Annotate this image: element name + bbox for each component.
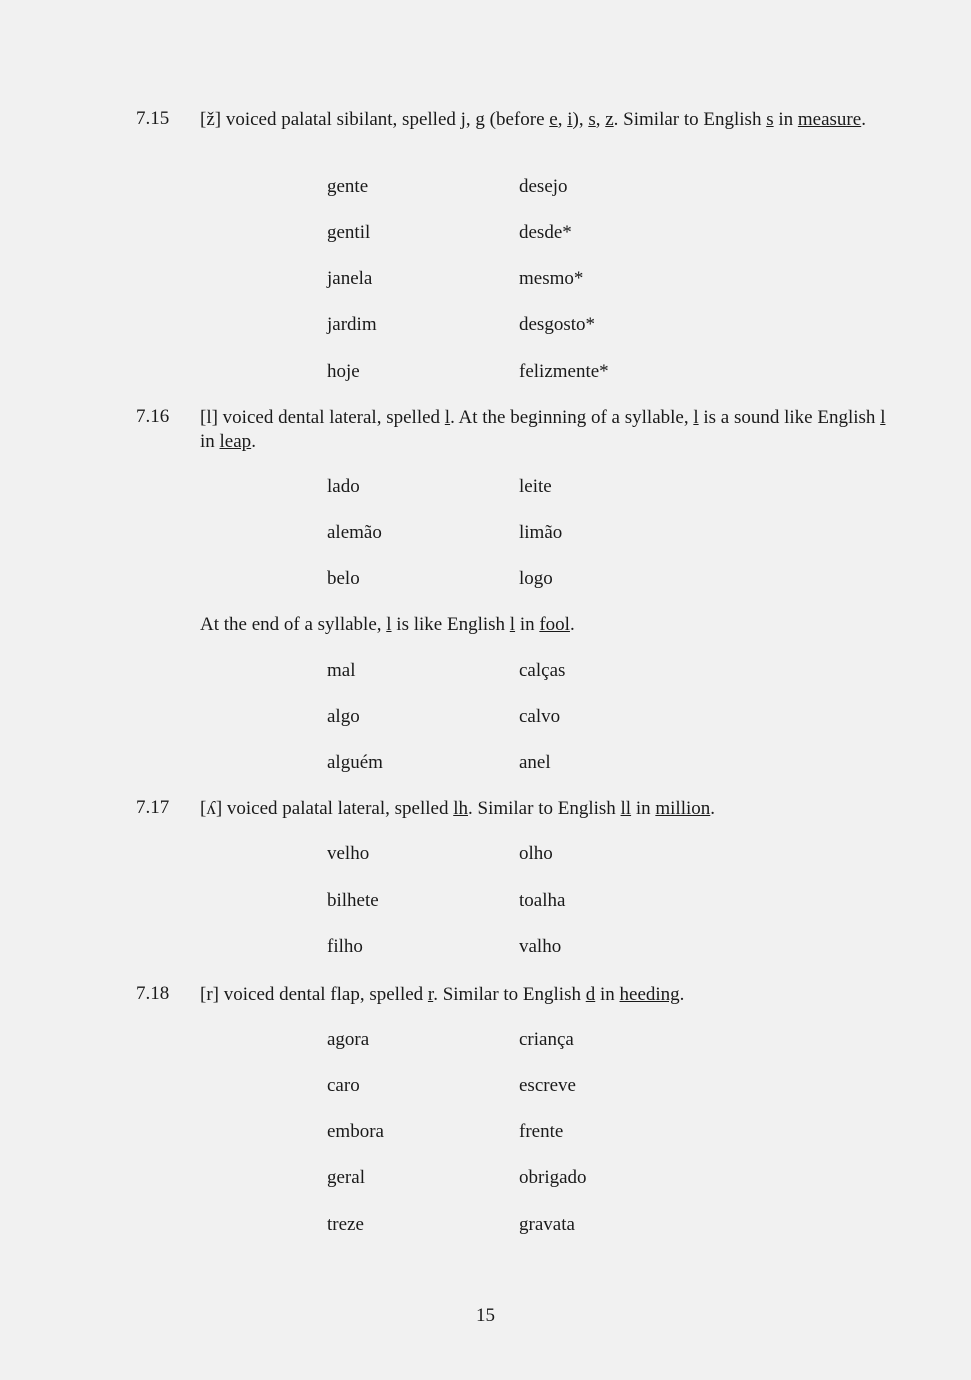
word: gentil [327,222,371,243]
word: desde* [519,222,572,243]
section-number: 7.17 [136,797,170,818]
text-run: . [251,431,256,452]
text-run: At the end of a syllable, [200,614,387,635]
underlined-text: r [427,984,434,1005]
text-run: [ʎ] voiced palatal lateral, spelled [200,798,454,819]
text-run: is like English [391,614,510,635]
section-description [200,406,890,454]
section-description [200,108,890,132]
word: leite [519,476,552,497]
underlined-text: g [475,109,485,130]
text-run: (before [484,109,550,130]
underlined-text: e [549,109,558,130]
underlined-text: l [509,614,516,635]
word: desejo [519,176,568,197]
underlined-text: million [655,798,711,819]
underlined-text: measure [797,109,862,130]
word: alemão [327,522,382,543]
text-run: [l] voiced dental lateral, spelled [200,407,445,428]
text-run: . Similar to English [613,109,767,130]
word: hoje [327,361,360,382]
underlined-text: ll [620,798,632,819]
text-run: . Similar to English [468,798,621,819]
underlined-text: fool [539,614,570,635]
underlined-text: s [588,109,596,130]
text-run: in [773,109,798,130]
word: caro [327,1075,360,1096]
word: mesmo* [519,268,584,289]
text-run: . Similar to English [433,984,586,1005]
section-description [200,983,890,1007]
word: jardim [327,314,377,335]
word: toalha [519,890,566,911]
text-run: . [861,109,866,130]
text-run: [r] voiced dental flap, spelled [200,984,428,1005]
word: embora [327,1121,384,1142]
text-run: , [595,109,606,130]
underlined-text: d [585,984,596,1005]
underlined-text: heeding [619,984,680,1005]
word: treze [327,1214,364,1235]
section-description [200,797,890,821]
word: bilhete [327,890,379,911]
underlined-text: l [693,407,699,428]
section-number: 7.18 [136,983,170,1004]
text-run: . [569,614,575,635]
word: limão [519,522,563,543]
word: filho [327,936,363,957]
text-run: in [515,614,540,635]
text-run: is a sound like English [698,407,881,428]
underlined-text: z [605,109,614,130]
page-number: 15 [476,1305,495,1326]
word: alguém [327,752,383,773]
text-run: , [465,109,476,130]
text-run: in [631,798,656,819]
underlined-text: lh [453,798,468,819]
underlined-text: l [444,407,451,428]
word: calças [519,660,566,681]
section-number: 7.15 [136,108,170,129]
word: felizmente* [519,361,609,382]
word: velho [327,843,370,864]
underlined-text: s [766,109,774,130]
word: algo [327,706,360,727]
word: lado [327,476,360,497]
word: olho [519,843,553,864]
text-run: . [679,984,685,1005]
word: belo [327,568,360,589]
text-run: , [557,109,568,130]
word: anel [519,752,551,773]
section-number: 7.16 [136,406,170,427]
underlined-text: l [880,407,886,428]
text-run: . [710,798,716,819]
underlined-text: j [460,109,466,130]
text-run: in [200,431,220,452]
word: janela [327,268,373,289]
word: obrigado [519,1167,587,1188]
section-note [200,614,575,636]
text-run: . At the beginning of a syllable, [450,407,694,428]
word: escreve [519,1075,576,1096]
word: logo [519,568,553,589]
word: criança [519,1029,574,1050]
word: mal [327,660,356,681]
underlined-text: i [567,109,573,130]
word: gente [327,176,369,197]
text-run: in [595,984,620,1005]
word: calvo [519,706,561,727]
word: geral [327,1167,365,1188]
word: valho [519,936,562,957]
word: desgosto* [519,314,595,335]
word: frente [519,1121,564,1142]
text-run: ), [572,109,589,130]
text-run: [ž] voiced palatal sibilant, spelled [200,109,461,130]
underlined-text: leap [219,431,252,452]
word: gravata [519,1214,575,1235]
underlined-text: l [386,614,392,635]
word: agora [327,1029,370,1050]
